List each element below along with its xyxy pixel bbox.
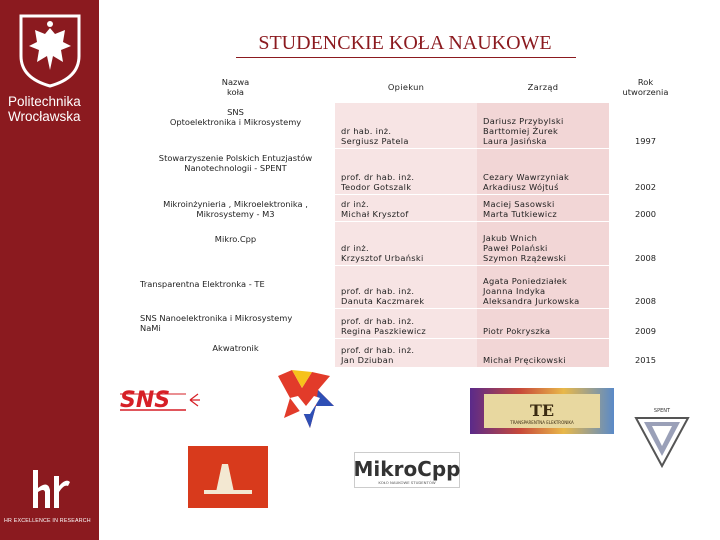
mikrocpp-logo — [354, 452, 460, 488]
table-row — [136, 148, 682, 194]
table-row — [136, 338, 682, 367]
header-rok: Rok utworzenia — [609, 72, 682, 102]
club-rok: 2002 — [609, 148, 682, 194]
club-name: Akwatronik — [136, 338, 335, 367]
table-row — [136, 308, 682, 338]
club-opiekun: dr inż. Krzysztof Urbański — [335, 221, 477, 265]
sns-logo-text: SNS — [120, 388, 171, 413]
club-rok: 2008 — [609, 265, 682, 308]
club-zarzad: Dariusz Przybylski Barttomiej Żurek Laura Jasińska — [477, 102, 609, 148]
header-opiekun: Opiekun — [335, 72, 477, 102]
spent-logo — [632, 404, 692, 470]
student-clubs-table — [136, 72, 682, 368]
club-name: Mikroinżynieria , Mikroelektronika , Mikrosystemy - M3 — [136, 194, 335, 221]
club-zarzad: Cezary Wawrzyniak Arkadiusz Wójtuś — [477, 148, 609, 194]
club-name: Transparentna Elektronka - TE — [136, 265, 335, 308]
table-row — [136, 194, 682, 221]
header-zarzad: Zarząd — [477, 72, 609, 102]
club-name: SNS Nanoelektronika i Mikrosystemy NaMi — [136, 308, 335, 338]
club-opiekun: prof. dr hab. inż. Danuta Kaczmarek — [335, 265, 477, 308]
club-opiekun: prof. dr hab. inż. Teodor Gotszalk — [335, 148, 477, 194]
te-logo-text: TE — [529, 401, 555, 420]
club-zarzad: Jakub Wnich Paweł Polański Szymon Rzążewski — [477, 221, 609, 265]
table-row — [136, 265, 682, 308]
akwatronik-logo — [188, 446, 268, 508]
table-row — [136, 221, 682, 265]
club-rok: 2008 — [609, 221, 682, 265]
university-crest-icon — [17, 12, 83, 88]
club-zarzad: Agata Poniedziałek Joanna Indyka Aleksandra Jurkowska — [477, 265, 609, 308]
te-logo-subtext: TRANSPARENTNA ELEKTRONIKA — [510, 420, 574, 425]
hr-excellence-icon — [30, 466, 72, 512]
header-name: Nazwa koła — [136, 72, 335, 102]
table-header-row — [136, 72, 682, 102]
mikrocpp-logo-subtext: KOŁO NAUKOWE STUDENTÓW — [378, 480, 436, 485]
sns-logo — [116, 364, 202, 434]
mikrocpp-logo-text: MikroCpp — [354, 457, 460, 481]
club-zarzad: Piotr Pokryszka — [477, 308, 609, 338]
club-rok: 2009 — [609, 308, 682, 338]
sidebar — [0, 0, 99, 540]
club-rok: 1997 — [609, 102, 682, 148]
spent-logo-text: SPENT — [653, 408, 671, 414]
hr-excellence-label: HR EXCELLENCE IN RESEARCH — [4, 518, 91, 524]
university-name: Politechnika Wrocławska — [8, 94, 81, 124]
club-opiekun: prof. dr hab. inż. Regina Paszkiewicz — [335, 308, 477, 338]
club-opiekun: dr inż. Michał Krysztof — [335, 194, 477, 221]
club-zarzad: Michał Pręcikowski — [477, 338, 609, 367]
club-rok: 2015 — [609, 338, 682, 367]
title-underline — [236, 57, 576, 58]
club-rok: 2000 — [609, 194, 682, 221]
club-opiekun: prof. dr hab. inż. Jan Dziuban — [335, 338, 477, 367]
club-name: Mikro.Cpp — [136, 221, 335, 265]
club-name: SNS Optoelektronika i Mikrosystemy — [136, 102, 335, 148]
club-name: Stowarzyszenie Polskich Entuzjastów Nanotechnologii - SPENT — [136, 148, 335, 194]
te-logo — [470, 388, 614, 434]
club-opiekun: dr hab. inż. Sergiusz Patela — [335, 102, 477, 148]
page-title: STUDENCKIE KOŁA NAUKOWE — [258, 32, 552, 54]
club-zarzad: Maciej Sasowski Marta Tutkiewicz — [477, 194, 609, 221]
table-row — [136, 102, 682, 148]
m3-logo — [272, 366, 342, 434]
